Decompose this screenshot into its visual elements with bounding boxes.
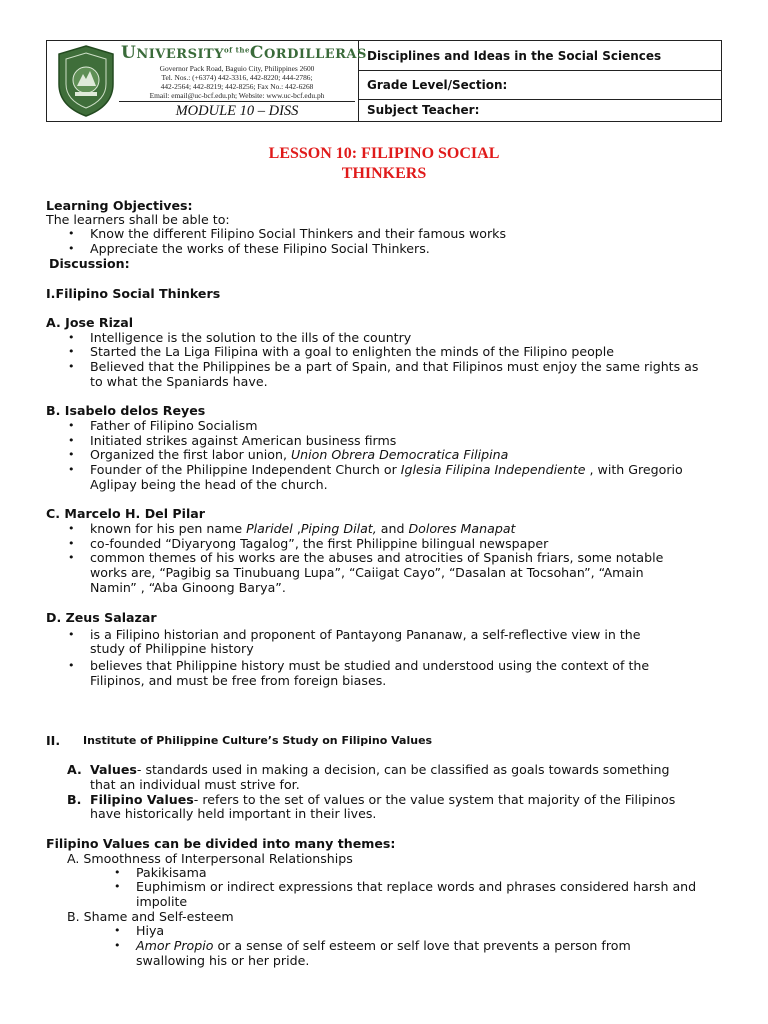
section-1-heading: I.Filipino Social Thinkers — [46, 286, 221, 301]
university-name: $UNIVERSITY^{of the}CORDILLERAS$ — [121, 43, 367, 63]
lesson-title-line2: THINKERS — [341, 165, 427, 182]
pilar-item-cont: works are, “Pagibig sa Tinubuang Lupa”, “Caiigat Cayo”, “Dasalan at Tocsohan”, “Amain — [90, 565, 644, 580]
theme-b-heading: B. Shame and Self-esteem — [67, 909, 234, 924]
section-2-heading: Institute of Philippine Culture’s Study on Filipino Values — [83, 734, 433, 747]
university-phones-2: 442-2564; 442-8219; 442-8256; Fax No.: 442-6268 — [160, 82, 314, 91]
values-a-label: A. — [67, 762, 82, 777]
university-block — [119, 43, 367, 102]
university-address: Governor Pack Road, Baguio City, Philippines 2600 — [159, 64, 315, 73]
objectives-heading: Learning Objectives: — [46, 198, 193, 213]
pilar-item: • known for his pen name Plaridel ,Piping Dilat, and Dolores Manapat — [90, 521, 515, 536]
university-seal-icon — [55, 44, 117, 118]
salazar-item-cont: study of Philippine history — [90, 641, 254, 656]
subject-cell: Disciplines and Ideas in the Social Sciences — [359, 41, 721, 71]
lesson-title-line1: LESSON 10: FILIPINO SOCIAL — [268, 145, 500, 162]
theme-b-item-cont: swallowing his or her pride. — [136, 953, 310, 968]
objective-item: • Appreciate the works of these Filipino Social Thinkers. — [90, 241, 430, 256]
university-phones-1: Tel. Nos.: (+6374) 442-3316, 442-8220; 444-2786; — [161, 73, 313, 82]
grade-section-cell: Grade Level/Section: — [359, 71, 721, 100]
pilar-item-cont: Namin” , “Aba Ginoong Barya”. — [90, 580, 286, 595]
rizal-item-cont: to what the Spaniards have. — [90, 374, 268, 389]
theme-a-item-cont: impolite — [136, 894, 188, 909]
module-header — [46, 40, 722, 122]
values-b-label: B. — [67, 792, 82, 807]
values-a-definition: Values- standards used in making a decision, can be classified as goals towards something — [90, 762, 670, 777]
rizal-item: • Started the La Liga Filipina with a goal to enlighten the minds of the Filipino people — [90, 344, 614, 359]
reyes-item: • Founder of the Philippine Independent Church or Iglesia Filipina Independiente , with Gregorio — [90, 462, 683, 477]
pilar-item: • co-founded “Diyaryong Tagalog”, the first Philippine bilingual newspaper — [90, 536, 548, 551]
theme-a-item: • Pakikisama — [136, 865, 207, 880]
rizal-heading: A. Jose Rizal — [46, 315, 134, 330]
discussion-heading: Discussion: — [49, 256, 130, 271]
module-title: MODULE 10 – DISS — [175, 103, 299, 119]
themes-heading: Filipino Values can be divided into many themes: — [46, 836, 396, 851]
values-b-definition-cont: have historically held important in their lives. — [90, 806, 377, 821]
theme-a-item: • Euphimism or indirect expressions that replace words and phrases considered harsh and — [136, 879, 696, 894]
salazar-item-cont: Filipinos, and must be free from foreign biases. — [90, 673, 387, 688]
subject-teacher-cell: Subject Teacher: — [367, 103, 480, 117]
objective-item: • Know the different Filipino Social Thinkers and their famous works — [90, 226, 506, 241]
section-2-number: II. — [46, 733, 61, 748]
rizal-item: • Believed that the Philippines be a part of Spain, and that Filipinos must enjoy the same rights as — [90, 359, 698, 374]
theme-b-item: • Amor Propio or a sense of self esteem or self love that prevents a person from — [136, 938, 631, 953]
reyes-item: • Initiated strikes against American business firms — [90, 433, 396, 448]
objectives-intro: The learners shall be able to: — [46, 212, 230, 227]
theme-a-heading: A. Smoothness of Interpersonal Relationships — [67, 851, 353, 866]
values-a-definition-cont: that an individual must strive for. — [90, 777, 300, 792]
reyes-heading: B. Isabelo delos Reyes — [46, 403, 206, 418]
theme-b-item: • Hiya — [136, 923, 164, 938]
reyes-item: • Father of Filipino Socialism — [90, 418, 257, 433]
rizal-item: • Intelligence is the solution to the ills of the country — [90, 330, 411, 345]
reyes-item: • Organized the first labor union, Union Obrera Democratica Filipina — [90, 447, 508, 462]
header-left-panel — [47, 41, 367, 121]
reyes-item-cont: Aglipay being the head of the church. — [90, 477, 328, 492]
pilar-heading: C. Marcelo H. Del Pilar — [46, 506, 205, 521]
salazar-item: • is a Filipino historian and proponent of Pantayong Pananaw, a self-reflective view in the — [90, 627, 640, 642]
values-b-definition: Filipino Values- refers to the set of values or the value system that majority of the Filipinos — [90, 792, 676, 807]
university-contact: Email: email@uc-bcf.edu.ph; Website: www.uc-bcf.edu.ph — [149, 91, 325, 100]
pilar-item: • common themes of his works are the abuses and atrocities of Spanish friars, some notable — [90, 550, 663, 565]
salazar-heading: D. Zeus Salazar — [46, 610, 157, 625]
salazar-item: • believes that Philippine history must be studied and understood using the context of the — [90, 658, 649, 673]
